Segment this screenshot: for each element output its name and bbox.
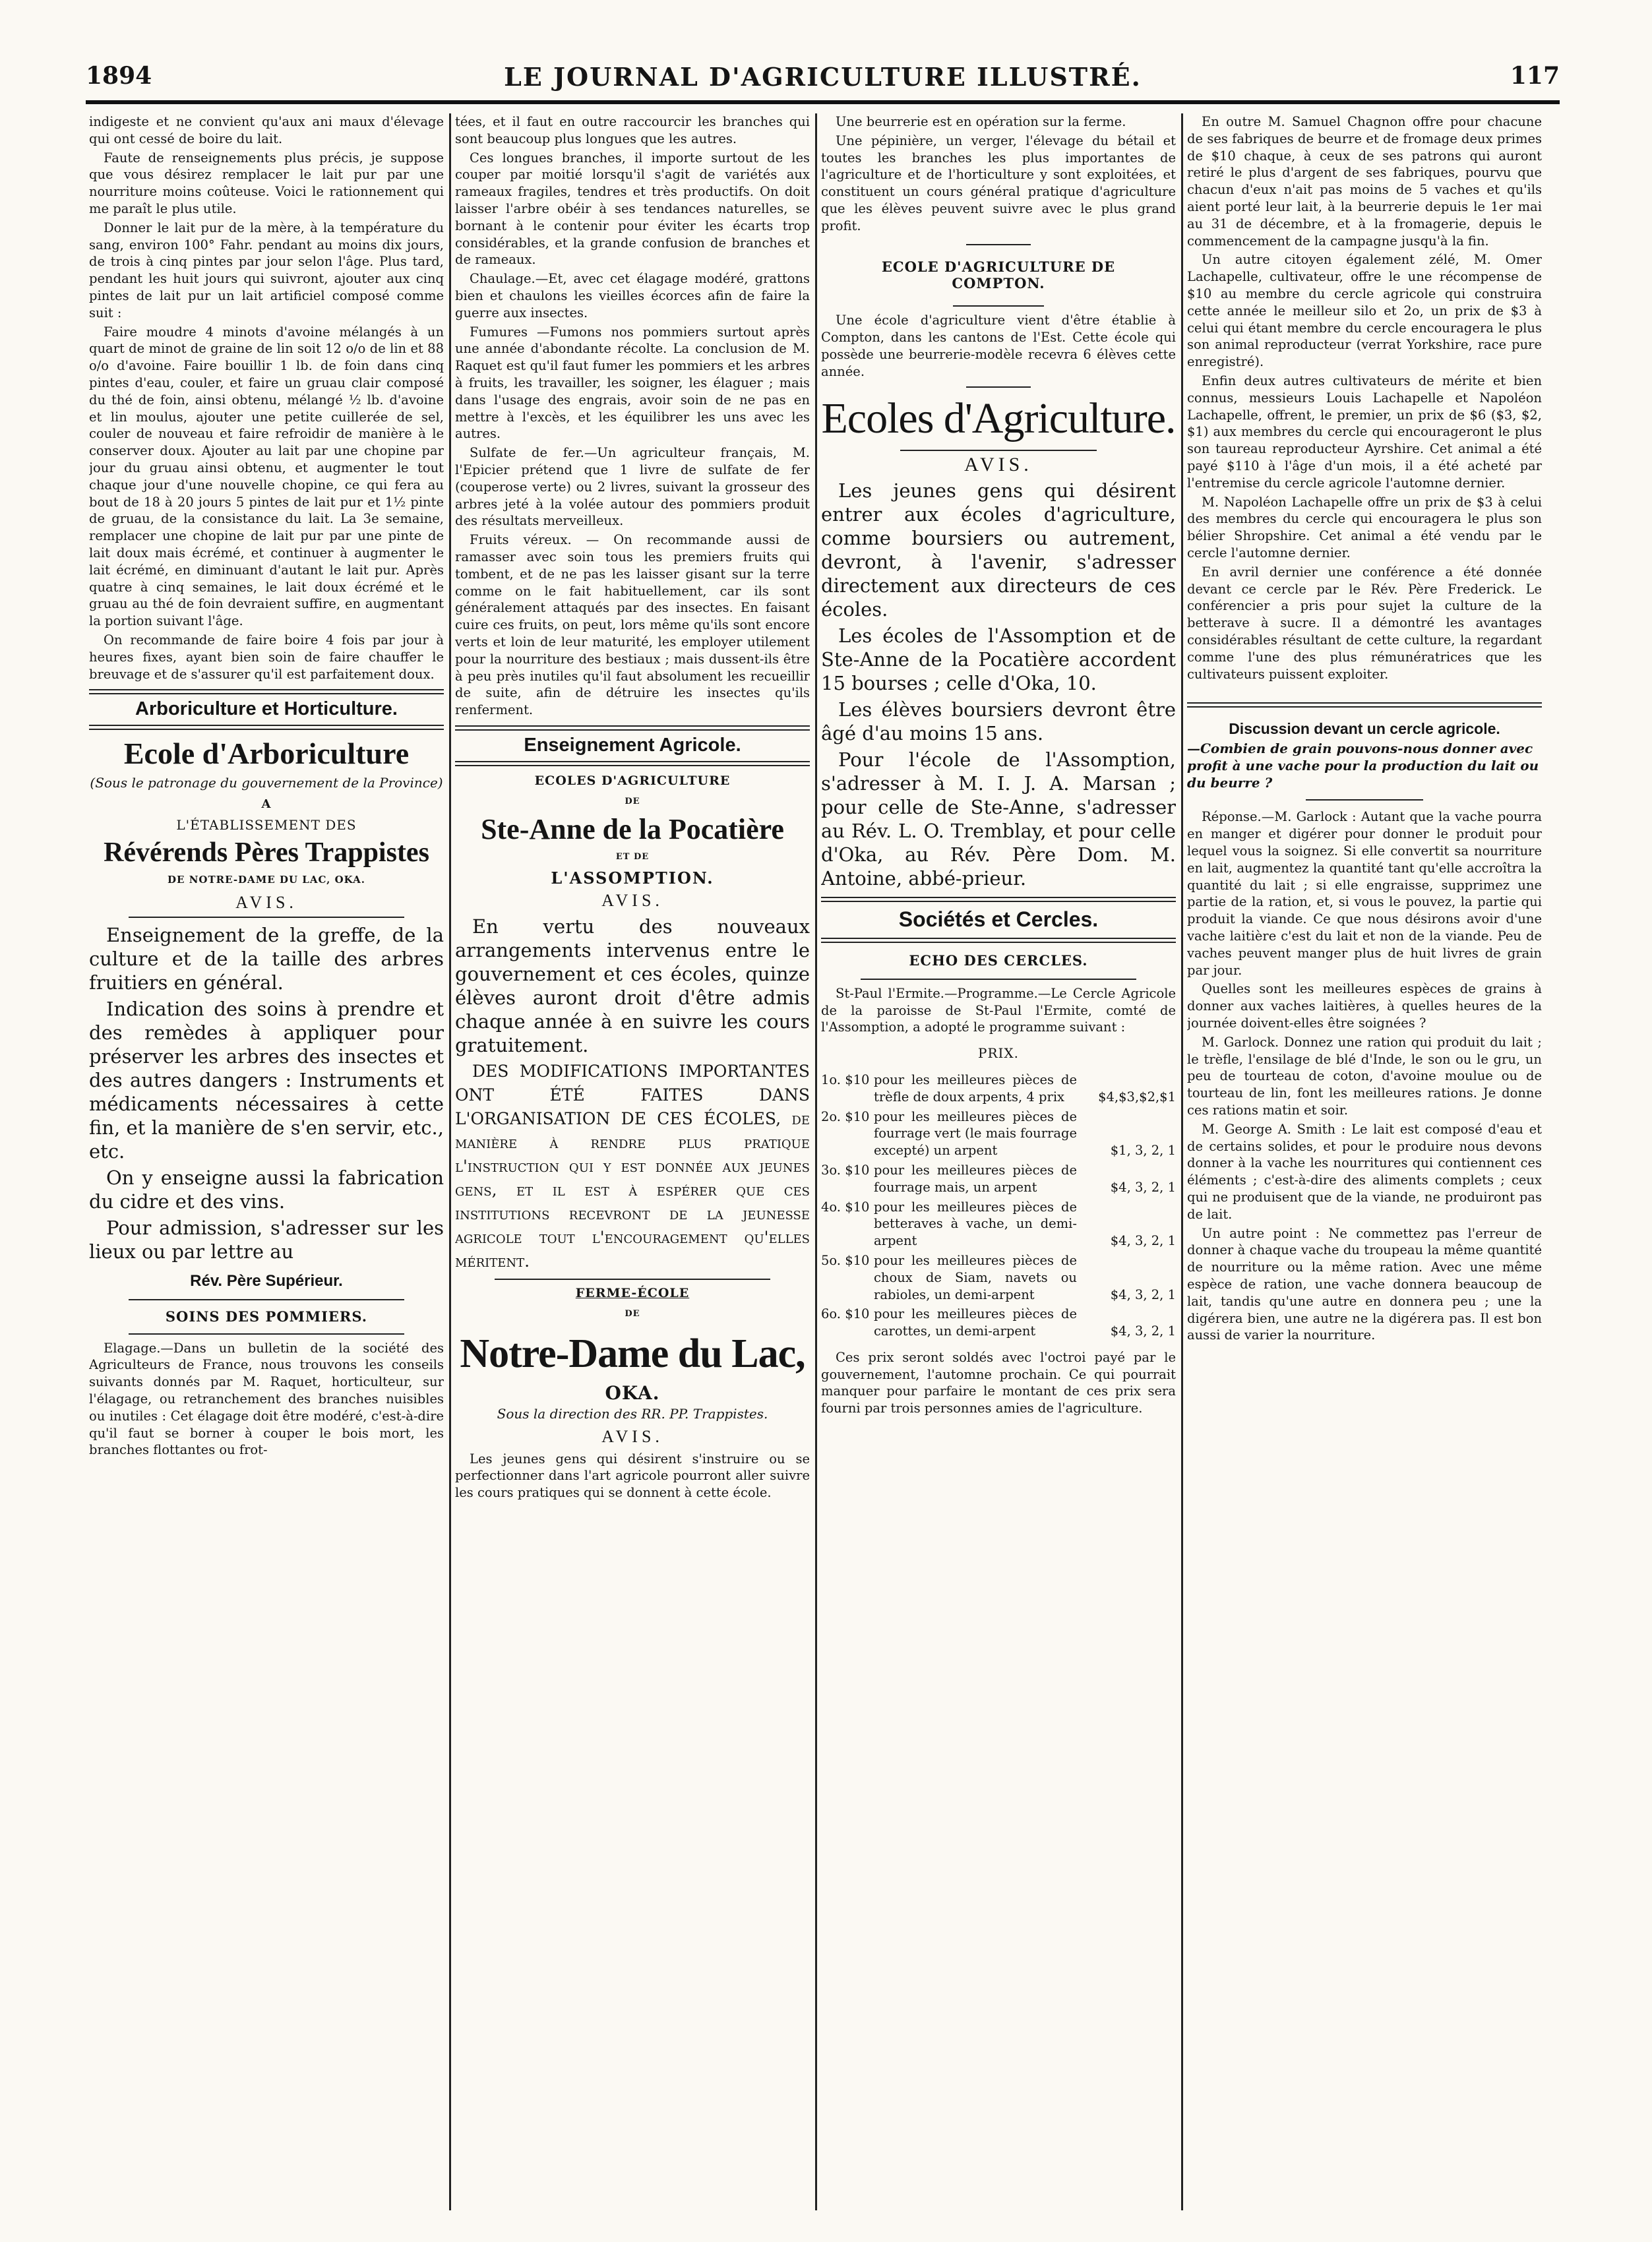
paragraph: Un autre point : Ne commettez pas l'erreur de donner à chaque vache du troupeau la même quantité de nourriture ou la même ration. Avec une même espèce de ration, une vache donnera beaucoup de lait, tandis qu'une autre en donnera peu ; une la digérera bien, une autre ne la digérera pas. Il est bon aussi de varier la nourriture. (1187, 1225, 1542, 1343)
signature-line: Rév. Père Supérieur. (190, 1272, 343, 1290)
place-label: DE NOTRE-DAME DU LAC, OKA. (168, 874, 365, 886)
connector: DE (625, 797, 640, 807)
question-text: —Combien de grain pouvons-nous donner avec profit à une vache pour la production du lait ou du beurre ? (1187, 741, 1539, 791)
prize-desc: pour les meilleures pièces de fourrage mais, un arpent (874, 1162, 1077, 1195)
subsection-heading: ECHO DES CERCLES. (909, 952, 1088, 969)
paragraph: En vertu des nouveaux arrangements intervenus entre le gouvernement et ces écoles, quinze élèves auront droit d'être admis chaque année à en suivre les cours gratuitement. (455, 915, 810, 1056)
school-label: ECOLES D'AGRICULTURE (534, 773, 731, 788)
subsection-heading: Discussion devant un cercle agricole. (1229, 720, 1500, 738)
paragraph: M. Napoléon Lachapelle offre un prix de $3 à celui des membres du cercle qui encouragera le plus son bélier Shropshire. Cet animal a été vendu par le cercle l'automne dernier. (1187, 494, 1542, 560)
prize-desc: pour les meilleures pièces de fourrage vert (le mais fourrage excepté) un arpent (874, 1108, 1077, 1159)
paragraph: En avril dernier une conférence a été donnée devant ce cercle par le Rév. Père Frederick. Le conférencier a pris pour sujet la culture de la betterave à sucre. Il a démontré les avantages considérables résultant de cette culture, la regardant comme l'une des plus rémunératrices que les cultivateurs puissent exploiter. (1187, 564, 1542, 682)
short-rule (129, 917, 404, 918)
paragraph: Pour l'école de l'Assomption, s'adresser à M. I. J. A. Marsan ; pour celle de Ste-Anne, s'adresser au Rév. L. O. Tremblay, et pour celle d'Oka, au Rév. Père Dom. M. Antoine, abbé-prieur. (821, 748, 1176, 890)
column-2 (455, 113, 810, 2210)
avis-heading: AVIS. (601, 1426, 663, 1446)
prize-number: 6o. $10 (821, 1306, 870, 1322)
direction-note: Sous la direction des RR. PP. Trappistes. (497, 1406, 768, 1422)
connector: DE (625, 1309, 640, 1319)
notice-body (455, 915, 810, 1273)
paragraph: Un autre citoyen également zélé, M. Omer Lachapelle, cultivateur, offre le une récompense de $10 au membre du cercle agricole qui construira cette année le meilleur silo et 2o, un prix de $3 à celui qui étant membre du cercle encouragera le plus son animal reproducteur (verrat Yorkshire, race pure enregistré). (1187, 252, 1542, 370)
paragraph: Indication des soins à prendre et des remèdes à appliquer pour préserver les arbres des insectes et des autres dangers : Instruments et médicaments nécessaires à cette fin, et la manière de s'en servir, etc., etc. (89, 998, 444, 1163)
prize-values: $4, 3, 2, 1 (1110, 1179, 1176, 1195)
prize-heading: PRIX. (977, 1045, 1019, 1062)
paragraph: Enfin deux autres cultivateurs de mérite et bien connus, messieurs Louis Lachapelle et Napoléon Lachapelle, offrent, le premier, un prix de $6 ($3, $2, $1) aux membres du cercle qui encourageront le plus son taureau reproducteur Ayrshire. Cet animal a été payé $110 à l'âge d'un mois, il a été acheté par l'entremise du cercle agricole l'automne dernier. (1187, 373, 1542, 491)
prize-values: $4, 3, 2, 1 (1110, 1233, 1176, 1249)
section-rule (821, 897, 1176, 902)
section-rule (1187, 702, 1542, 708)
short-rule (129, 1333, 404, 1335)
prize-values: $1, 3, 2, 1 (1110, 1143, 1176, 1159)
prize-number: 3o. $10 (821, 1162, 870, 1178)
paragraph: Les écoles de l'Assomption et de Ste-Anne de la Pocatière accordent 15 bourses ; celle d'Oka, 10. (821, 624, 1176, 695)
paragraph: Réponse.—M. Garlock : Autant que la vache pourra en manger et digérer pour donner le produit pour lequel vous la soignez. Si elle convertit sa nourriture en lait, augmentez la quantité tant qu'elle accroîtra la quantité du lait ; si elle engraisse, supprimez une partie de la ration, et, si vous le pouvez, la partie qui produit la viande. Ce que nous désirons avoir d'une vache laitière c'est du lait et non de la viande. Peu de vaches peuvent manger plus de huit livres de grain par jour. (1187, 809, 1542, 978)
paragraph: On y enseigne aussi la fabrication du cidre et des vins. (89, 1166, 444, 1213)
paragraph: Faute de renseignements plus précis, je suppose que vous désirez remplacer le lait pur par une nourriture moins coûteuse. Voici le rationnement qui me paraît le plus utile. (89, 150, 444, 216)
paragraph: Les élèves boursiers devront être âgé d'au moins 15 ans. (821, 698, 1176, 745)
paragraph: Sulfate de fer.—Un agriculteur français, M. l'Epicier prétend que 1 livre de sulfate de fer (couperose verte) ou 2 livres, suivant la grosseur des arbres jeté à la volée autour des pommiers produit des résultats merveilleux. (455, 445, 810, 529)
prize-desc: pour les meilleures pièces de carottes, un demi-arpent (874, 1306, 1077, 1339)
prize-number: 5o. $10 (821, 1252, 870, 1268)
paragraph: Enseignement de la greffe, de la culture et de la taille des arbres fruitiers en général. (89, 924, 444, 994)
patronage-note: (Sous le patronage du gouvernement de la Province) (90, 775, 443, 791)
paragraph: indigeste et ne convient qu'aux ani maux d'élevage qui ont cessé de boire du lait. (89, 114, 444, 146)
farm-school-label: FERME-ÉCOLE (575, 1285, 690, 1300)
school-title: Ste-Anne de la Pocatière (481, 813, 784, 846)
prize-desc: pour les meilleures pièces de choux de Siam, navets ou rabioles, un demi-arpent (874, 1252, 1077, 1302)
paragraph: Ces prix seront soldés avec l'octroi payé par le gouvernement, l'automne prochain. Ce qui pourrait manquer pour parfaire le montant de ces prix sera fourni par trois personnes amies de l'agriculture. (821, 1349, 1176, 1416)
paragraph: Une pépinière, un verger, l'élevage du bétail et toutes les branches les plus importantes de l'agriculture et de l'horticulture y sont exploitées, et constituent un cours général pratique d'agriculture que les élèves peuvent suivre avec le plus grand profit. (821, 133, 1176, 233)
short-rule (495, 1279, 770, 1280)
short-rule (966, 386, 1031, 388)
short-rule (1306, 799, 1423, 801)
paragraph: St-Paul l'Ermite.—Programme.—Le Cercle Agricole de la paroisse de St-Paul l'Ermite, comté de l'Assomption, a adopté le programme suivant : (821, 985, 1176, 1035)
section-rule (455, 725, 810, 731)
prize-row (821, 1108, 1176, 1159)
paragraph: Fruits véreux. — On recommande aussi de ramasser avec soin tous les premiers fruits qui tombent, et de ne pas les laisser gisant sur la terre comme on le fait habituellement, car ils sont généralement attaqués par des insectes. En faisant cuire ces fruits, on peut, lors même qu'ils sont encore verts et loin de leur maturité, les employer utilement pour la nourriture des bestiaux ; mais dussent-ils être à peu près inutiles qu'il faut absolument les recueillir de suite, afin de détruire les insectes qu'ils renferment. (455, 532, 810, 718)
paragraph: On recommande de faire boire 4 fois par jour à heures fixes, ayant bien soin de faire chauffer le breuvage et de s'assurer qu'il est parfaitement doux. (89, 632, 444, 682)
avis-heading: AVIS. (964, 454, 1033, 476)
paragraph: Ces longues branches, il importe surtout de les couper par moitié lorsqu'il s'agit de variétés aux rameaux fragiles, tendres et très productifs. On doit laisser l'arbre obéir à ses tendances naturelles, se bornant à le contenir pour éviter les écarts trop considérables, et la grande confusion de branches et de rameaux. (455, 150, 810, 268)
page-year: 1894 (86, 62, 152, 90)
prize-number: 2o. $10 (821, 1108, 870, 1124)
paragraph: Quelles sont les meilleures espèces de grains à donner aux vaches laitières, à quelles heures de la journée doivent-elles être soignées ? (1187, 981, 1542, 1031)
section-rule (89, 725, 444, 730)
connector: A (261, 797, 272, 811)
subsection-heading: ECOLE D'AGRICULTURE DE COMPTON. (881, 258, 1116, 292)
prize-row (821, 1252, 1176, 1303)
paragraph: DES MODIFICATIONS IMPORTANTES ONT ÉTÉ FAITES DANS L'ORGANISATION DE CES ÉCOLES, de manière à rendre plus pratique l'instruction qui y est donnée aux jeunes gens, et il est à espérer que ces institutions recevront de la jeunesse agricole tout l'encouragement qu'elles méritent. (455, 1061, 810, 1271)
column-1 (89, 113, 444, 2210)
paragraph: Les jeunes gens qui désirent s'instruire ou se perfectionner dans l'art agricole pourront aller suivre les cours pratiques qui se donnent à cette école. (455, 1451, 810, 1501)
section-heading: Sociétés et Cercles. (898, 907, 1099, 932)
page-number: 117 (1510, 62, 1560, 90)
prize-row (821, 1306, 1176, 1340)
place-label: OKA. (605, 1382, 660, 1405)
short-rule (861, 979, 1136, 980)
notice-body (89, 923, 444, 1263)
section-rule (89, 689, 444, 694)
paragraph: Une école d'agriculture vient d'être établie à Compton, dans les cantons de l'Est. Cette école qui possède une beurrerie-modèle recevra 6 élèves cette année. (821, 313, 1176, 379)
paragraph: Donner le lait pur de la mère, à la température du sang, environ 100° Fahr. pendant au moins dix jours, de trois à cinq pintes par jour selon l'âge. Plus tard, pendant les huit jours qui suivront, ajouter aux cinq pintes de lait pur un lait artificiel composé comme suit : (89, 220, 444, 320)
school-title: Ecole d'Arboriculture (123, 737, 410, 771)
notice-body (821, 479, 1176, 890)
trappistes-heading: Révérends Pères Trappistes (104, 837, 429, 868)
paragraph: Une beurrerie est en opération sur la ferme. (836, 114, 1126, 129)
prize-row (821, 1162, 1176, 1196)
short-rule (953, 305, 1044, 307)
journal-title: LE JOURNAL D'AGRICULTURE ILLUSTRÉ. (504, 62, 1142, 92)
paragraph: Les jeunes gens qui désirent entrer aux écoles d'agriculture, comme boursiers ou autrement, devront, à l'avenir, s'adresser directement aux directeurs de ces écoles. (821, 479, 1176, 621)
column-4 (1187, 113, 1542, 2210)
section-heading: Enseignement Agricole. (524, 734, 741, 756)
column-divider (449, 113, 451, 2210)
paragraph: Faire moudre 4 minots d'avoine mélangés à un quart de minot de graine de lin soit 12 o/o de lin et 88 o/o d'avoine. Faire bouillir 1 lb. de foin dans cinq pintes d'eau, couler, et faire un gruau clair composé du thé de foin, ainsi obtenu, mélangé ½ lb. d'avoine et lin moulus, ajouter une petite cuillerée de sel, couler de nouveau et faire refroidir de manière à le conserver doux. Ajouter au lait par une chopine par jour du gruau ainsi obtenu, et augmenter le tout chaque jour d'une nouvelle chopine, ce qui fera au bout de 18 à 20 jours 5 pintes de lait pur et 1½ pinte de gruau, de la consistance du lait. La 3e semaine, remplacer une chopine de lait pur par une pinte de lait doux mais écrémé, et continuer à augmenter le lait écrémé, en diminuant d'autant le lait pur. Après quatre à cinq semaines, le lait doux écrémé et le gruau au thé de foin devraient suffire, en augmentant la portion suivant l'âge. (89, 324, 444, 629)
paragraph: tées, et il faut en outre raccourcir les branches qui sont beaucoup plus longues que les autres. (455, 114, 810, 146)
paragraph: Fumures —Fumons nos pommiers surtout après une année d'abondante récolte. La conclusion de M. Raquet est qu'il faut fumer les pommiers et les arbres à fruits, les travailler, les soigner, les élaguer ; mais dans l'usage des engrais, avoir soin de ne pas en mettre à l'excès, et les équilibrer les uns avec les autres. (455, 324, 810, 442)
prize-number: 1o. $10 (821, 1072, 870, 1087)
paragraph: M. George A. Smith : Le lait est composé d'eau et de certains solides, et pour le produire nous devons donner à la vache les nourritures qui contiennent ces éléments ; c'est-à-dire des aliments complets ; ceux qui ne produisent que de la viande, ne produiront pas de lait. (1187, 1121, 1542, 1222)
notice-title: Ecoles d'Agriculture. (821, 394, 1176, 443)
subsection-heading: SOINS DES POMMIERS. (165, 1308, 368, 1325)
prize-values: $4,$3,$2,$1 (1098, 1089, 1176, 1105)
paragraph: Elagage.—Dans un bulletin de la société des Agriculteurs de France, nous trouvons les conseils suivants donnés par M. Raquet, horticulteur, sur l'élagage, ou retranchement des branches nuisibles ou inutiles : Cet élagage doit être modéré, c'est-à-dire qu'il faut se borner à couper le bois mort, les branches flottantes ou frot- (89, 1340, 444, 1458)
paragraph: Pour admission, s'adresser sur les lieux ou par lettre au (89, 1217, 444, 1263)
establishment-label: L'ÉTABLISSEMENT DES (176, 816, 357, 833)
school-title: Notre-Dame du Lac, (460, 1331, 805, 1377)
short-rule (129, 1299, 404, 1300)
section-heading: Arboriculture et Horticulture. (135, 698, 398, 720)
paragraph: M. Garlock. Donnez une ration qui produit du lait ; le trèfle, l'ensilage de blé d'Inde, le son ou le gru, un peu de tourteau de coton, d'avoine moulue ou de tourteau de lin, font les meilleures rations. Je donne ces rations matin et soir. (1187, 1034, 1542, 1118)
page-header (86, 58, 1560, 99)
column-divider (1181, 113, 1183, 2210)
prize-desc: pour les meilleures pièces de betteraves à vache, un demi-arpent (874, 1199, 1077, 1249)
column-3 (821, 113, 1176, 2210)
paragraph: Chaulage.—Et, avec cet élagage modéré, grattons bien et chaulons les vieilles écorces afin de faire la guerre aux insectes. (455, 271, 810, 320)
short-rule (900, 450, 1097, 451)
section-rule (821, 938, 1176, 943)
connector: ET DE (615, 852, 650, 863)
short-rule (966, 244, 1031, 245)
prize-values: $4, 3, 2, 1 (1110, 1323, 1176, 1339)
prize-list (821, 1072, 1176, 1340)
prize-number: 4o. $10 (821, 1199, 870, 1215)
section-rule (455, 761, 810, 766)
prize-row (821, 1199, 1176, 1250)
prize-values: $4, 3, 2, 1 (1110, 1287, 1176, 1302)
column-divider (815, 113, 817, 2210)
prize-row (821, 1072, 1176, 1106)
avis-heading: AVIS. (235, 893, 297, 913)
header-rule (86, 100, 1560, 104)
prize-desc: pour les meilleures pièces de trèfle de doux arpents, 4 prix (874, 1072, 1077, 1105)
school-title: L'ASSOMPTION. (551, 868, 714, 888)
avis-heading: AVIS. (601, 890, 663, 910)
paragraph: En outre M. Samuel Chagnon offre pour chacune de ses fabriques de beurre et de fromage deux primes de $10 chaque, à ceux de ses patrons qui auront retiré le plus d'argent de ses fabriques, pourvu que chacun d'eux n'ait pas moins de 5 vaches et qu'ils aient porté leur lait, à la beurrerie depuis le 1er mai au 31 de décembre, et à la fromagerie, depuis le commencement de la campagne jusqu'à la fin. (1187, 114, 1542, 249)
